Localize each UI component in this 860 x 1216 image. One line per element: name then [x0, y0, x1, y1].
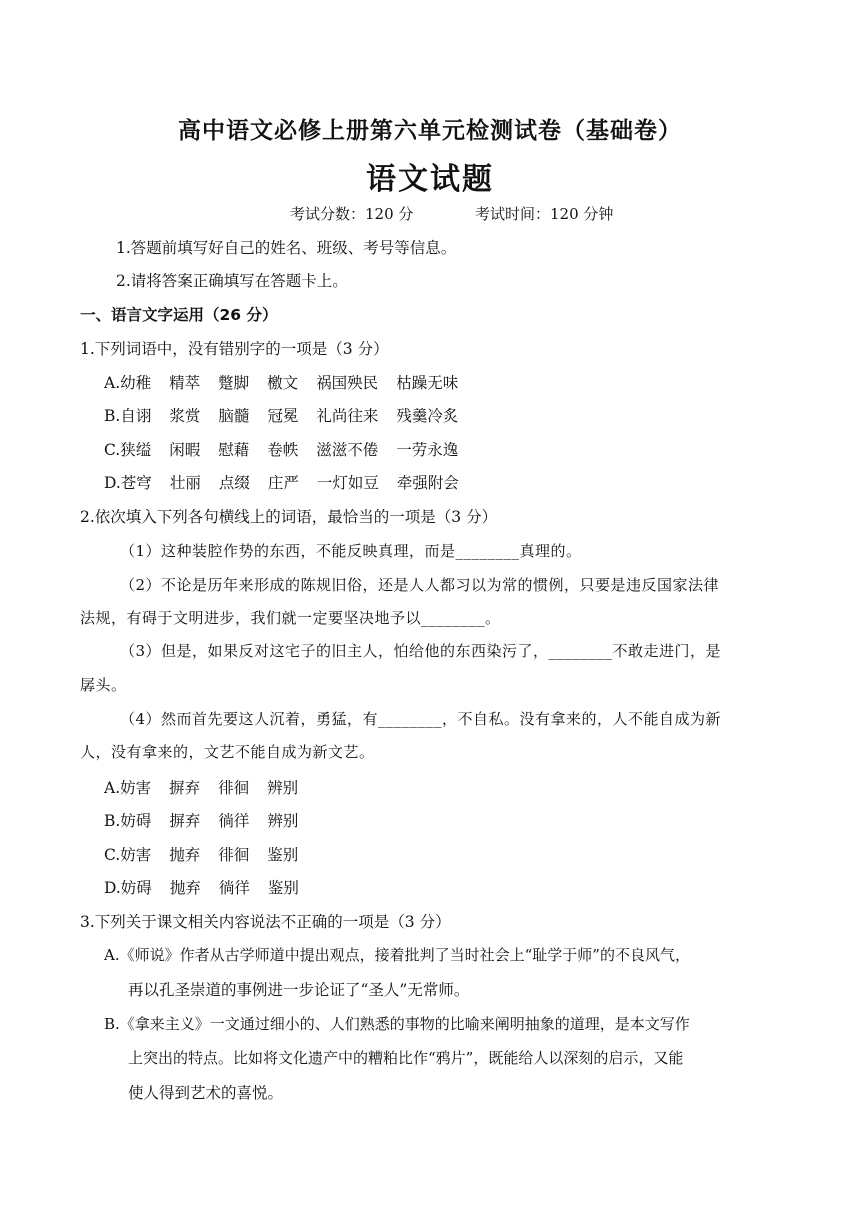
question-3-option-a-cont: 再以孔圣崇道的事例进一步论证了“圣人”无常师。 — [128, 981, 470, 999]
option-word: D.苍穹 — [104, 474, 152, 492]
option-word: 枯躁无味 — [396, 374, 459, 392]
option-word: 壮丽 — [169, 474, 201, 492]
question-2-sentence-3: （3）但是，如果反对这宅子的旧主人，怕给他的东西染污了，________不敢走进门，是 — [120, 642, 722, 660]
question-2-sentence-4: （4）然而首先要这人沉着，勇猛，有________，不自私。没有拿来的，人不能自成为新 — [120, 710, 722, 728]
option-word: 徜徉 — [218, 812, 250, 830]
option-word: 慰藉 — [218, 441, 250, 459]
option-word: 祸国殃民 — [316, 374, 379, 392]
question-3-stem: 3.下列关于课文相关内容说法不正确的一项是（3 分） — [80, 913, 451, 931]
instruction-2: 2.请将答案正确填写在答题卡上。 — [116, 272, 348, 290]
option-word: 辨别 — [267, 812, 299, 830]
option-word: 浆赏 — [169, 407, 201, 425]
option-word: 徘徊 — [218, 846, 250, 864]
option-word: 礼尚往来 — [316, 407, 379, 425]
option-word: 蹩脚 — [218, 374, 250, 392]
question-1-option-b — [104, 404, 476, 426]
option-word: 辨别 — [267, 779, 299, 797]
option-word: 鉴别 — [267, 879, 299, 897]
question-2-stem: 2.依次填入下列各句横线上的词语，最恰当的一项是（3 分） — [80, 508, 498, 526]
option-word: C.妨害 — [104, 846, 152, 864]
question-2-sentence-3-cont: 孱头。 — [80, 676, 127, 694]
option-word: D.妨碍 — [104, 879, 152, 897]
question-2-sentence-2: （2）不论是历年来形成的陈规旧俗，还是人人都习以为常的惯例，只要是违反国家法律 — [120, 576, 720, 594]
question-3-option-b: B.《拿来主义》一文通过细小的、人们熟悉的事物的比喻来阐明抽象的道理，是本文写作 — [104, 1015, 690, 1033]
option-word: 点缀 — [218, 474, 250, 492]
question-2-option-d — [104, 876, 317, 898]
exam-score: 考试分数：120 分 — [290, 205, 414, 223]
question-2-option-b — [104, 809, 316, 831]
question-3-option-a: A.《师说》作者从古学师道中提出观点，接着批判了当时社会上“耻学于师”的不良风气， — [104, 946, 690, 964]
option-word: 牵强附会 — [396, 474, 459, 492]
option-word: 一劳永逸 — [396, 441, 459, 459]
option-word: 滋滋不倦 — [316, 441, 379, 459]
option-word: 卷帙 — [267, 441, 299, 459]
option-word: A.幼稚 — [104, 374, 152, 392]
question-1-stem: 1.下列词语中，没有错别字的一项是（3 分） — [80, 340, 389, 358]
option-word: B.妨碍 — [104, 812, 152, 830]
option-word: 檄文 — [267, 374, 299, 392]
option-word: 摒弃 — [169, 812, 201, 830]
question-2-sentence-2-cont: 法规，有碍于文明进步，我们就一定要坚决地予以________。 — [80, 609, 501, 627]
exam-time: 考试时间：120 分钟 — [475, 205, 614, 223]
question-2-option-c — [104, 843, 316, 865]
section-heading: 一、语言文字运用（26 分） — [80, 306, 278, 324]
option-word: 徜徉 — [218, 879, 250, 897]
paper-subtitle: 语文试题 — [366, 162, 494, 197]
question-3-option-b-cont: 上突出的特点。比如将文化遗产中的糟粕比作“鸦片”，既能给人以深刻的启示，又能 — [128, 1049, 684, 1067]
option-word: 残羹冷炙 — [396, 407, 459, 425]
option-word: 徘徊 — [218, 779, 250, 797]
question-3-option-b-cont-2: 使人得到艺术的喜悦。 — [128, 1084, 284, 1102]
question-1-option-a — [104, 371, 476, 393]
option-word: 冠冕 — [267, 407, 299, 425]
option-word: 一灯如豆 — [316, 474, 379, 492]
question-1-option-d — [104, 471, 477, 493]
question-2-sentence-4-cont: 人，没有拿来的，文艺不能自成为新文艺。 — [80, 743, 375, 761]
option-word: 精萃 — [169, 374, 201, 392]
option-word: 抛弃 — [169, 846, 201, 864]
option-word: 闲暇 — [169, 441, 201, 459]
option-word: C.狭缢 — [104, 441, 152, 459]
question-2-sentence-1: （1）这种装腔作势的东西，不能反映真理，而是________真理的。 — [120, 542, 582, 560]
question-2-option-a — [104, 776, 316, 798]
option-word: B.自诩 — [104, 407, 152, 425]
option-word: A.妨害 — [104, 779, 152, 797]
paper-title: 高中语文必修上册第六单元检测试卷（基础卷） — [178, 118, 682, 144]
option-word: 抛弃 — [169, 879, 201, 897]
option-word: 摒弃 — [169, 779, 201, 797]
instruction-1: 1.答题前填写好自己的姓名、班级、考号等信息。 — [116, 239, 457, 257]
option-word: 脑髓 — [218, 407, 250, 425]
option-word: 鉴别 — [267, 846, 299, 864]
option-word: 庄严 — [267, 474, 299, 492]
question-1-option-c — [104, 438, 476, 460]
